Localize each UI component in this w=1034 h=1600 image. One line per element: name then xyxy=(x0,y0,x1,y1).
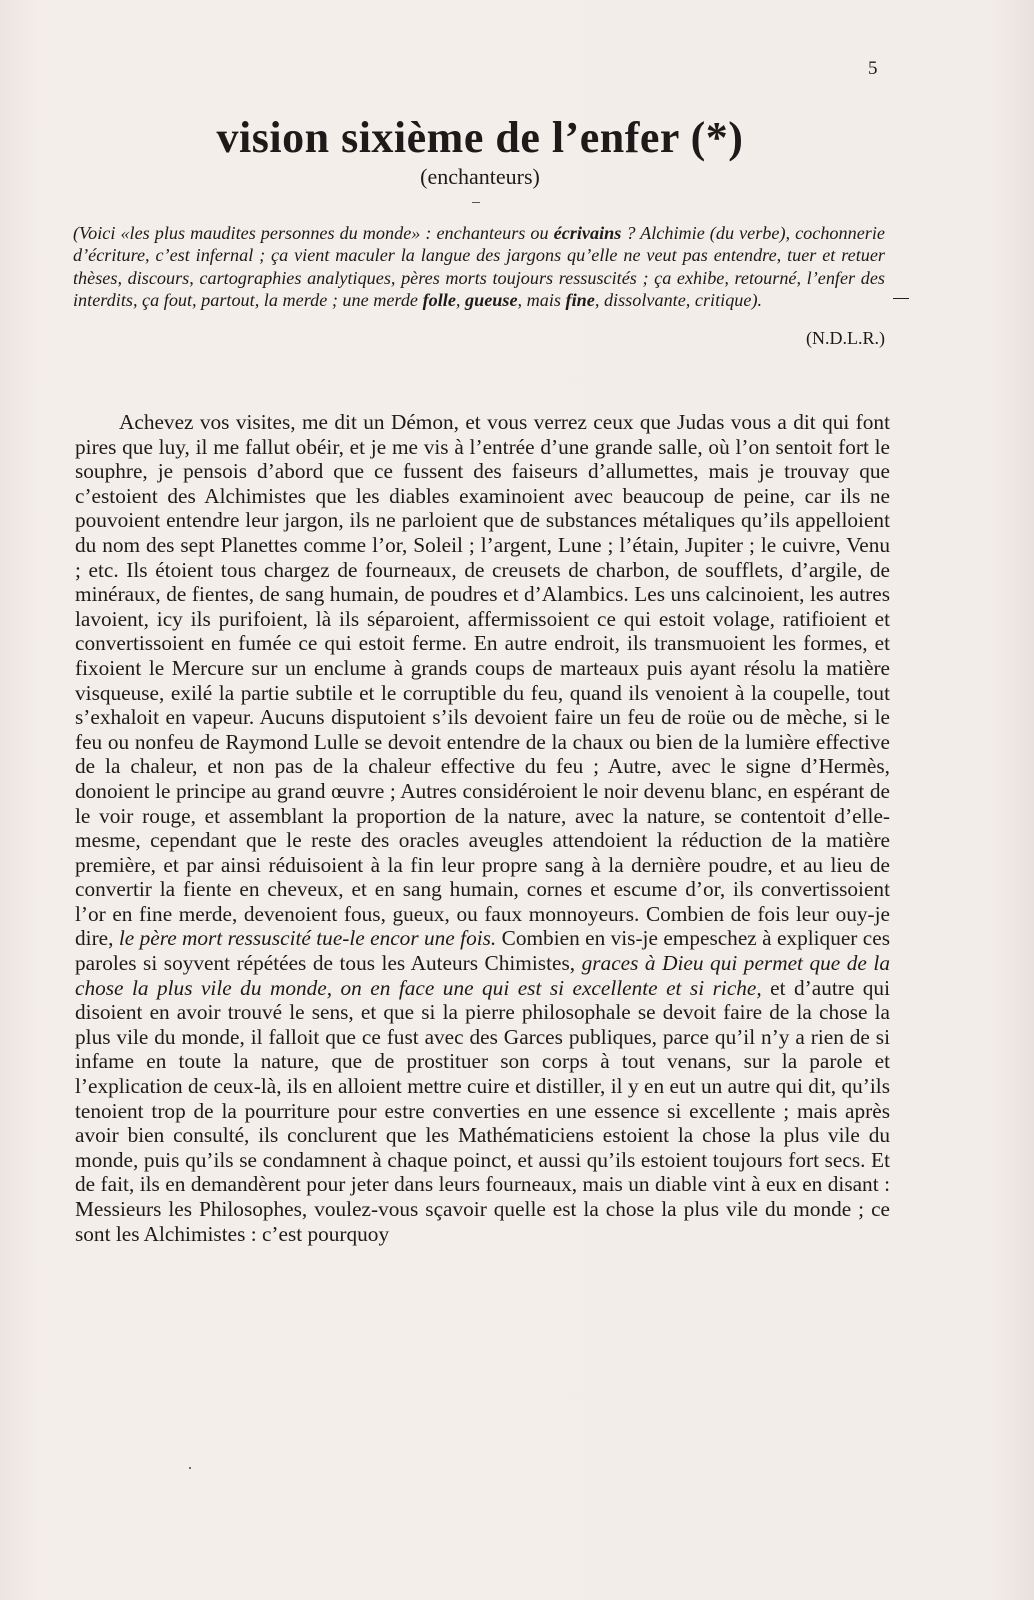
intro-separator: , xyxy=(455,289,465,310)
main-text xyxy=(75,410,890,1246)
stray-mark xyxy=(189,1467,191,1469)
intro-text-b: ? Alchimie (du verbe), cochonnerie d’écriture, c’est infernal ; ça vient maculer la langue des jargons qu’elle ne veut pas entendre, tuer et retuer thèses, discours, cartographies analytiques, pères morts toujours ressuscités ; ça exhibe, retourné, l’enfer des interdits, ça fout, partout, la merde ; une merde xyxy=(73,223,885,310)
body-part-3: et d’autre qui disoient en avoir trouvé le sens, et que si la pierre philosophale se devoit faire de la chose la plus vile du monde, il falloit que ce fust avec des Garces publiques, parce qu’il n’y a rien de si infame en toute la nature, que de prostituer son corps à tout venans, sur la parole et l’explication de ceux-là, ils en alloient mettre cuire et distiller, il y en eut un autre qui dit, qu’ils tenoient trop de la pourriture pour estre converties en une essence si excellente ; mais après avoir bien consulté, ils conclurent que les Mathématiciens estoient la chose la plus vile du monde, puis qu’ils se condamnent à chaque poinct, et aussi qu’ils estoient toujours fort secs. Et de fait, ils en demandèrent pour jeter dans leurs fourneaux, mais un diable vint à eux en disant : Messieurs les Philosophes, voulez-vous sçavoir quelle est la chose la plus vile du monde ; ce sont les Alchimistes : c’est pourquoy xyxy=(75,975,891,1246)
body-part-2: Combien en vis-je empeschez à expliquer ces paroles si soyvent répétées de tous les Auteurs Chimistes, xyxy=(75,926,890,976)
intro-bold-gueuse: gueuse xyxy=(465,289,518,310)
page-subtitle: (enchanteurs) xyxy=(420,164,540,189)
intro-text-d: , dissolvante, critique). xyxy=(594,289,763,310)
editorial-note-text xyxy=(73,222,885,311)
decorative-dash xyxy=(472,202,480,203)
intro-text-c: , mais xyxy=(517,289,566,310)
intro-bold-ecrivains: écrivains xyxy=(553,223,622,243)
main-paragraph xyxy=(75,410,890,1246)
intro-bold-folle: folle xyxy=(422,289,456,310)
body-part-1: Achevez vos visites, me dit un Démon, et vous verrez ceux que Judas vous a dit qui font pires que luy, il me fallut obéir, et je me vis à l’entrée d’une grande salle, où l’on sentoit fort le souphre, je pensois d’abord que ce fussent des faiseurs d’allumettes, mais je trouvay que c’estoient des Alchimistes que les diables examinoient avec beaucoup de peine, car ils ne pouvoient entendre leur jargon, ils ne parloient que de substances métaliques qu’ils appelloient du nom des sept Planettes comme l’or, Soleil ; l’argent, Lune ; l’étain, Jupiter ; le cuivre, Venu ; etc. Ils étoient tous chargez de fourneaux, de creusets de charbon, de soufflets, d’argile, de minéraux, de fientes, de sang humain, de poudres et d’Alambics. Les uns calcinoient, les autres lavoient, icy ils purifoient, là ils séparoient, affermissoient ce qui estoit volage, ratifioient et convertissoient en fumée ce qui estoit ferme. En autre endroit, ils transmuoient les formes, et fixoient le Mercure sur un enclume à grands coups de marteaux puis ayant résolu la matière visqueuse, exilé la partie subtile et le corruptible du feu, quand ils venoient à la coupelle, tout s’exhaloit en vapeur. Aucuns disputoient s’ils devoient faire un feu de roüe ou de mèche, si le feu ou nonfeu de Raymond Lulle se devoit entendre de la chaux ou bien de la lumière effective de la chaleur, et non pas de la chaleur effective du feu ; Autre, avec le signe d’Hermès, donoient le principe au grand œuvre ; Autres considéroient le noir devenu blanc, en espérant de le voir rouge, et assemblant la proportion de la nature, avec la nature, se contentoit d’elle-mesme, cependant que le reste des oracles aveugles attendoient la réduction de la matière première, et par ainsi réduisoient à la fin leur propre sang à la dernière poudre, et au lieu de convertir la fiente en cheveux, et en sang humain, cornes et escume d’or, ils convertissoient l’or en fine merde, devenoient fous, gueux, ou faux monnoyeurs. Combien de fois leur ouy-je dire, xyxy=(75,410,890,951)
editorial-note xyxy=(73,222,885,311)
margin-dash xyxy=(893,298,909,299)
page-number: 5 xyxy=(868,58,878,79)
editorial-credit: (N.D.L.R.) xyxy=(806,328,885,348)
body-italic-quote-1: le père mort ressuscité tue-le encor une fois. xyxy=(118,926,497,951)
body-italic-quote-2: graces à Dieu qui permet que de la chose la plus vile du monde, on en face une qui est si excellente et si riche, xyxy=(75,951,890,1000)
intro-text-a: (Voici «les plus maudites personnes du monde» : enchanteurs ou xyxy=(73,223,554,243)
page-title: vision sixième de l’enfer (*) xyxy=(216,113,744,162)
intro-bold-fine: fine xyxy=(565,289,595,310)
